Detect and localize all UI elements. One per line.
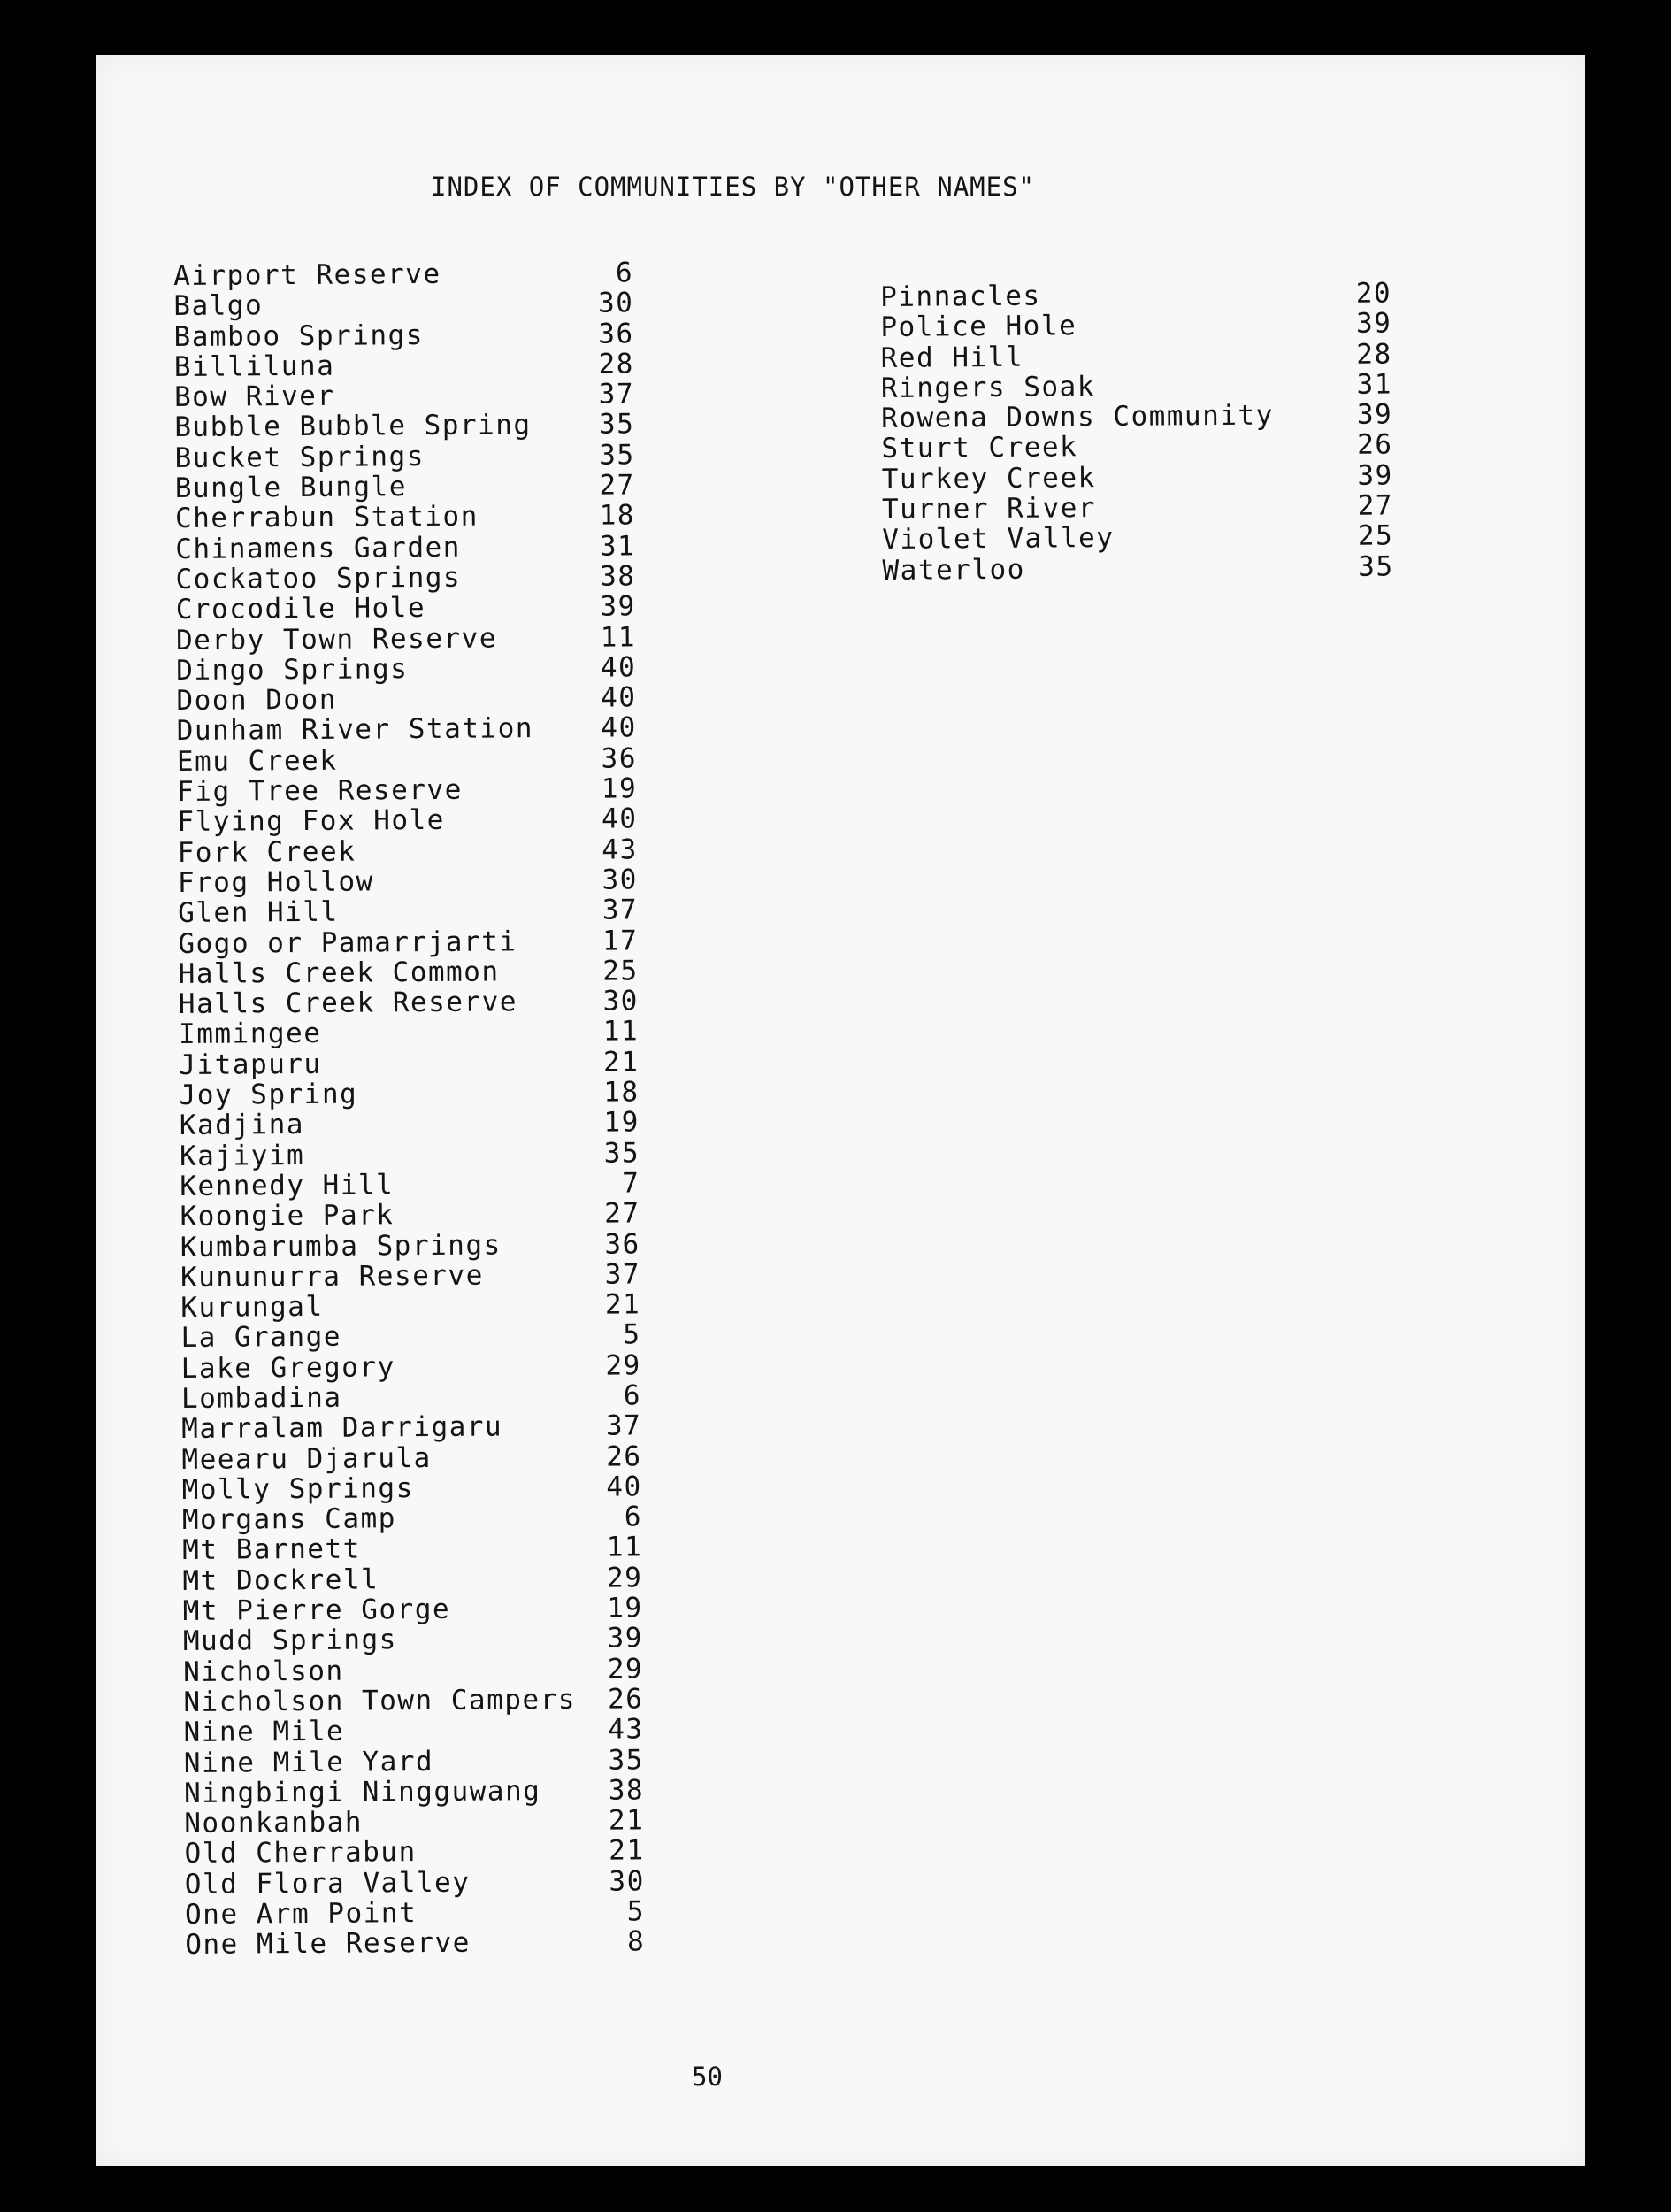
index-entry <box>177 713 655 747</box>
index-entry <box>178 926 655 959</box>
community-name: Jitapuru <box>179 1048 322 1081</box>
index-entry <box>882 460 1413 495</box>
community-name: Meearu Djarula <box>181 1441 432 1476</box>
community-name: Balgo <box>173 289 264 323</box>
index-entry <box>183 1684 661 1717</box>
index-entry <box>176 591 654 625</box>
page-reference: 35 <box>608 1743 644 1777</box>
page-reference: 30 <box>602 985 639 1018</box>
index-entry <box>182 1471 660 1505</box>
community-name: Turkey Creek <box>881 461 1096 495</box>
community-name: One Arm Point <box>184 1897 418 1931</box>
page-reference: 39 <box>607 1622 644 1655</box>
index-entry <box>183 1714 661 1747</box>
page-reference: 19 <box>601 772 638 805</box>
index-entry <box>184 1745 662 1778</box>
page-reference: 31 <box>599 530 636 563</box>
page-reference: 40 <box>601 681 637 714</box>
page-number: 50 <box>692 2062 723 2092</box>
page-reference: 27 <box>1357 489 1394 522</box>
page-reference: 35 <box>603 1136 640 1170</box>
index-entry <box>178 895 655 928</box>
page-reference: 19 <box>607 1592 643 1624</box>
page-reference: 38 <box>600 560 636 593</box>
community-name: Nicholson <box>183 1655 344 1688</box>
index-entry <box>183 1593 661 1626</box>
community-name: Fork Creek <box>177 835 356 869</box>
community-name: Bubble Bubble Spring <box>174 409 532 444</box>
community-name: Halls Creek Common <box>178 956 500 990</box>
community-name: Cherrabun Station <box>174 500 479 535</box>
page-title: INDEX OF COMMUNITIES BY "OTHER NAMES" <box>431 172 1036 202</box>
community-name: Bamboo Springs <box>173 319 425 353</box>
community-name: Koongie Park <box>180 1199 395 1233</box>
community-name: Chinamens Garden <box>175 531 462 565</box>
community-name: Doon Doon <box>176 683 338 718</box>
community-name: Mudd Springs <box>182 1624 397 1658</box>
page-reference: 25 <box>602 955 639 987</box>
community-name: Cockatoo Springs <box>175 561 462 595</box>
community-name: Old Flora Valley <box>184 1866 471 1901</box>
page-reference: 39 <box>1355 307 1392 341</box>
community-name: Flying Fox Hole <box>177 804 446 839</box>
page-reference: 6 <box>615 257 634 289</box>
index-entry <box>180 1138 657 1171</box>
page-reference: 21 <box>609 1834 645 1868</box>
community-name: Ningbingi Ningguwang <box>183 1774 541 1809</box>
page-reference: 31 <box>1356 368 1393 401</box>
community-name: Kumbarumba Springs <box>180 1228 502 1263</box>
page-reference: 39 <box>1356 398 1393 431</box>
community-name: Glen Hill <box>178 895 339 930</box>
community-name: Crocodile Hole <box>175 592 426 626</box>
community-name: Kurungal <box>180 1290 324 1325</box>
index-entry <box>183 1654 661 1687</box>
page-reference: 18 <box>599 499 636 533</box>
page-reference: 20 <box>1355 277 1392 310</box>
index-column-left <box>173 257 663 1960</box>
page-reference: 40 <box>601 803 638 835</box>
index-entry <box>173 288 651 322</box>
community-name: Joy Spring <box>179 1078 358 1111</box>
page-reference: 19 <box>603 1106 640 1139</box>
index-entry <box>181 1441 659 1475</box>
index-entry <box>178 834 655 868</box>
page-reference: 35 <box>599 439 635 472</box>
page-reference: 6 <box>623 1379 642 1412</box>
page-reference: 11 <box>602 1015 640 1048</box>
community-name: Morgans Camp <box>181 1502 397 1537</box>
index-entry <box>882 551 1413 586</box>
page-reference: 40 <box>601 711 637 745</box>
page-reference: 36 <box>601 742 638 775</box>
index-entry <box>175 531 653 565</box>
page-reference: 11 <box>606 1531 643 1564</box>
community-name: One Mile Reserve <box>185 1927 471 1962</box>
index-entry <box>177 804 655 838</box>
community-name: Halls Creek Reserve <box>178 986 518 1021</box>
community-name: Dunham River Station <box>176 712 534 748</box>
community-name: Kajiyim <box>179 1139 305 1172</box>
community-name: Turner River <box>881 492 1097 526</box>
index-entry <box>185 1866 663 1900</box>
index-entry <box>174 349 652 382</box>
page-reference: 28 <box>1356 338 1392 371</box>
page-reference: 30 <box>609 1865 645 1898</box>
community-name: Waterloo <box>882 553 1026 587</box>
page-reference: 5 <box>626 1895 646 1928</box>
index-entry <box>177 743 655 777</box>
page-reference: 37 <box>598 378 635 411</box>
community-name: Nine Mile Yard <box>183 1745 434 1779</box>
index-entry <box>180 1198 657 1232</box>
index-entry <box>179 986 656 1019</box>
community-name: Gogo or Pamarrjarti <box>178 925 517 960</box>
page-reference: 21 <box>602 1046 640 1079</box>
index-entry <box>180 1259 658 1293</box>
page-reference: 29 <box>607 1652 644 1686</box>
index-entry <box>179 1077 656 1110</box>
community-name: Dingo Springs <box>176 653 409 687</box>
community-name: Rowena Downs Community <box>881 399 1274 435</box>
index-entry <box>880 309 1411 343</box>
index-entry <box>178 864 655 898</box>
index-entry <box>181 1350 659 1384</box>
index-entry <box>185 1896 663 1930</box>
index-entry <box>184 1836 662 1870</box>
index-entry <box>181 1410 659 1444</box>
community-name: Fig Tree Reserve <box>177 773 463 809</box>
page-reference: 39 <box>600 590 636 623</box>
index-entry <box>881 339 1412 373</box>
index-entry <box>179 1017 656 1050</box>
index-column-right <box>880 278 1414 586</box>
index-entry <box>180 1320 658 1354</box>
index-entry <box>180 1168 657 1202</box>
index-entry <box>182 1563 660 1596</box>
community-name: Lombadina <box>180 1381 342 1415</box>
community-name: Marralam Darrigaru <box>181 1410 503 1446</box>
index-entry <box>880 278 1411 312</box>
index-entry <box>175 470 653 503</box>
community-name: Pinnacles <box>879 280 1041 313</box>
page-reference: 29 <box>606 1562 643 1594</box>
community-name: Violet Valley <box>882 522 1115 557</box>
index-entry <box>180 1289 658 1323</box>
page-reference: 21 <box>608 1804 645 1837</box>
index-entry <box>180 1229 658 1263</box>
index-entry <box>882 521 1413 556</box>
page-reference: 35 <box>1358 550 1394 583</box>
index-entry <box>881 430 1412 465</box>
community-name: Old Cherrabun <box>184 1836 417 1870</box>
page-reference: 21 <box>604 1288 641 1321</box>
page-reference: 5 <box>623 1318 641 1351</box>
page-reference: 37 <box>604 1258 641 1291</box>
community-name: Bungle Bungle <box>174 471 408 505</box>
page-reference: 40 <box>600 651 637 684</box>
index-entry <box>181 1380 659 1414</box>
page-reference: 7 <box>621 1167 640 1200</box>
index-entry <box>881 399 1412 434</box>
page-reference: 26 <box>1356 428 1393 462</box>
community-name: Immingee <box>178 1018 322 1051</box>
page-reference: 38 <box>608 1774 645 1807</box>
community-name: Mt Pierre Gorge <box>182 1593 451 1628</box>
index-entry <box>882 490 1413 525</box>
index-entry <box>176 682 654 716</box>
page-reference: 17 <box>602 924 639 957</box>
index-entry <box>179 956 656 989</box>
community-name: Molly Springs <box>181 1472 414 1506</box>
page-reference: 28 <box>598 348 634 380</box>
community-name: Emu Creek <box>176 744 338 778</box>
index-entry <box>174 410 652 443</box>
page-reference: 37 <box>602 894 639 926</box>
community-name: Airport Reserve <box>172 257 441 292</box>
community-name: Kadjina <box>179 1109 305 1142</box>
index-entry <box>182 1502 660 1535</box>
community-name: Police Hole <box>880 310 1077 344</box>
community-name: Mt Barnett <box>182 1533 361 1567</box>
community-name: La Grange <box>180 1321 342 1355</box>
page-reference: 35 <box>598 408 635 442</box>
index-entry <box>177 773 655 807</box>
index-entry <box>881 369 1412 403</box>
index-entry <box>175 561 653 595</box>
community-name: Noonkanbah <box>184 1806 364 1840</box>
index-entry <box>173 319 651 352</box>
community-name: Red Hill <box>880 341 1024 374</box>
index-entry <box>174 379 652 412</box>
index-entry <box>184 1805 662 1839</box>
page-reference: 40 <box>606 1471 642 1503</box>
community-name: Sturt Creek <box>881 431 1078 465</box>
index-entry <box>174 440 652 473</box>
page-reference: 36 <box>604 1227 640 1261</box>
community-name: Kennedy Hill <box>180 1169 395 1202</box>
index-entry <box>175 501 653 534</box>
page-reference: 39 <box>1357 459 1393 492</box>
index-entry <box>180 1108 657 1141</box>
community-name: Ringers Soak <box>880 370 1096 404</box>
index-entry <box>184 1775 662 1809</box>
page-reference: 27 <box>599 469 635 502</box>
community-name: Nine Mile <box>183 1715 345 1749</box>
index-entry <box>173 257 651 291</box>
page-reference: 26 <box>605 1440 642 1473</box>
index-entry <box>176 622 654 656</box>
page-reference: 11 <box>600 620 637 654</box>
community-name: Mt Dockrell <box>182 1563 379 1597</box>
index-entry <box>183 1624 661 1657</box>
community-name: Bucket Springs <box>174 440 425 474</box>
page-reference: 18 <box>603 1076 640 1109</box>
index-entry <box>185 1927 663 1961</box>
page-reference: 29 <box>605 1349 641 1382</box>
page-reference: 26 <box>607 1683 644 1716</box>
community-name: Bow River <box>173 380 335 414</box>
page-reference: 43 <box>608 1713 644 1746</box>
index-entry <box>176 652 654 686</box>
page-reference: 30 <box>602 864 639 896</box>
page-reference: 25 <box>1357 519 1394 553</box>
page-reference: 6 <box>624 1501 643 1533</box>
community-name: Derby Town Reserve <box>175 622 498 657</box>
page-reference: 37 <box>605 1409 642 1442</box>
page-reference: 43 <box>602 833 638 866</box>
community-name: Frog Hollow <box>177 865 374 899</box>
community-name: Lake Gregory <box>180 1350 395 1385</box>
community-name: Billiluna <box>173 349 335 383</box>
index-entry <box>182 1532 660 1566</box>
page-reference: 8 <box>626 1925 646 1958</box>
page-reference: 27 <box>604 1197 640 1230</box>
community-name: Nicholson Town Campers <box>183 1683 577 1718</box>
page-reference: 36 <box>598 317 634 350</box>
community-name: Kununurra Reserve <box>180 1259 484 1294</box>
page-reference: 30 <box>597 287 634 319</box>
index-entry <box>179 1047 656 1080</box>
